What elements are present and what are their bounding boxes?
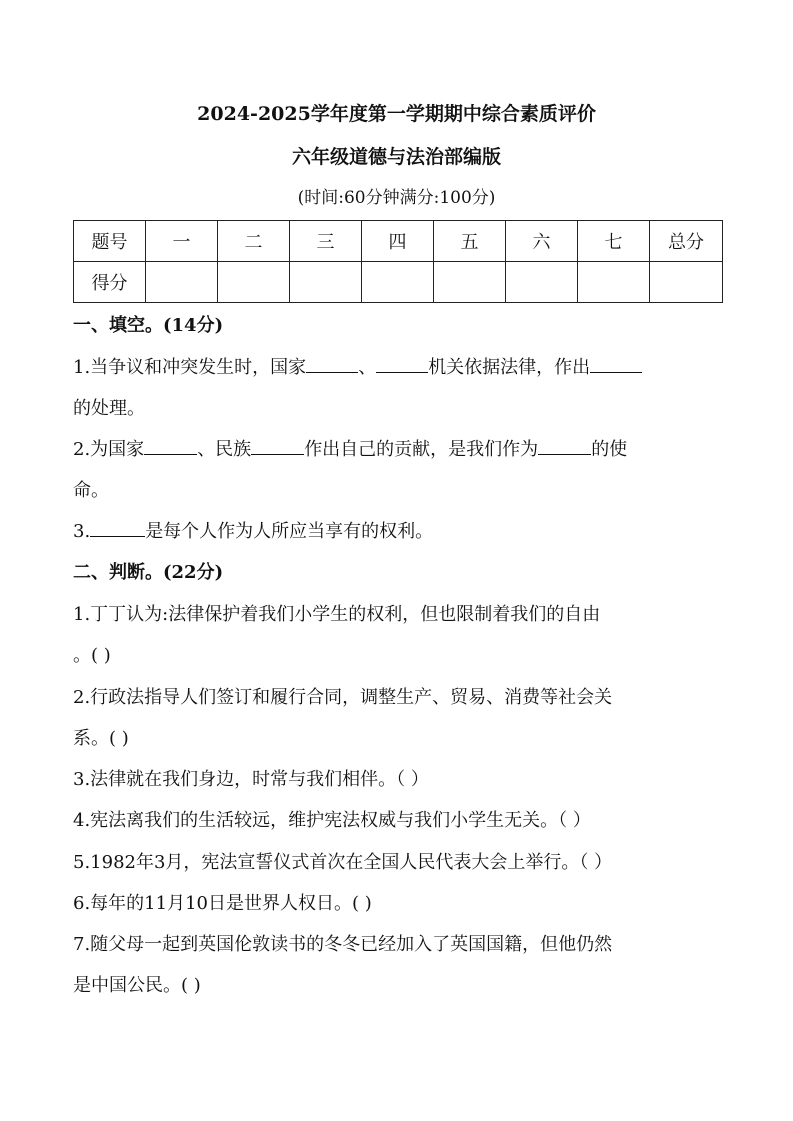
header-cell: 二 xyxy=(218,221,290,262)
answer-blank[interactable] xyxy=(538,436,591,455)
question-text: 是每个人作为人所应当享有的权利。 xyxy=(145,521,434,542)
score-cell[interactable] xyxy=(506,262,578,303)
judge-question-7: 7.随父母一起到英国伦敦读书的冬冬已经加入了英国国籍，但他仍然 xyxy=(73,934,613,955)
fill-question-1-cont: 的处理。 xyxy=(73,398,145,419)
question-text: 、 xyxy=(358,357,377,378)
score-table xyxy=(73,220,723,303)
score-cell[interactable] xyxy=(146,262,218,303)
exam-subtitle: 六年级道德与法治部编版 xyxy=(291,146,501,168)
header-cell: 七 xyxy=(578,221,650,262)
score-label-cell: 得分 xyxy=(74,262,146,303)
question-text: 、民族 xyxy=(197,439,252,460)
score-table-header-row xyxy=(74,221,723,262)
judge-question-3: 3.法律就在我们身边，时常与我们相伴。（ ） xyxy=(73,769,429,790)
header-cell: 一 xyxy=(146,221,218,262)
judge-question-7-cont: 是中国公民。( ) xyxy=(73,975,201,996)
answer-blank[interactable] xyxy=(590,354,642,373)
answer-blank[interactable] xyxy=(144,436,197,455)
judge-question-6: 6.每年的11月10日是世界人权日。( ) xyxy=(73,893,372,914)
header-cell: 三 xyxy=(290,221,362,262)
score-cell[interactable] xyxy=(218,262,290,303)
fill-question-2 xyxy=(73,435,725,461)
exam-title: 2024-2025学年度第一学期期中综合素质评价 xyxy=(197,103,596,125)
judge-question-1: 1.丁丁认为:法律保护着我们小学生的权利，但也限制着我们的自由 xyxy=(73,604,601,625)
answer-blank[interactable] xyxy=(306,354,358,373)
judge-question-4: 4.宪法离我们的生活较远，维护宪法权威与我们小学生无关。（ ） xyxy=(73,810,591,831)
score-cell[interactable] xyxy=(650,262,723,303)
answer-blank[interactable] xyxy=(90,518,145,537)
judge-question-5: 5.1982年3月，宪法宣誓仪式首次在全国人民代表大会上举行。（ ） xyxy=(73,852,613,873)
fill-question-3 xyxy=(73,517,725,543)
question-text: 机关依据法律，作出 xyxy=(428,357,591,378)
score-table-score-row xyxy=(74,262,723,303)
question-text: 2.为国家 xyxy=(73,439,145,460)
section-2-heading: 二、判断。(22分) xyxy=(73,562,224,583)
header-cell: 题号 xyxy=(74,221,146,262)
fill-question-1 xyxy=(73,353,725,379)
score-cell[interactable] xyxy=(290,262,362,303)
judge-question-2-cont: 系。( ) xyxy=(73,728,129,749)
fill-question-2-cont: 命。 xyxy=(73,480,109,501)
exam-info: (时间:60分钟满分:100分) xyxy=(297,188,496,208)
header-cell: 总分 xyxy=(650,221,723,262)
score-cell[interactable] xyxy=(578,262,650,303)
question-text: 1.当争议和冲突发生时，国家 xyxy=(73,357,307,378)
question-text: 作出自己的贡献，是我们作为 xyxy=(304,439,539,460)
judge-question-1-cont: 。( ) xyxy=(73,645,111,666)
answer-blank[interactable] xyxy=(251,436,304,455)
header-cell: 四 xyxy=(362,221,434,262)
header-cell: 五 xyxy=(434,221,506,262)
question-text: 3. xyxy=(73,521,91,542)
score-cell[interactable] xyxy=(434,262,506,303)
section-1-heading: 一、填空。(14分) xyxy=(73,315,224,336)
question-text: 的使 xyxy=(591,439,628,460)
score-cell[interactable] xyxy=(362,262,434,303)
header-cell: 六 xyxy=(506,221,578,262)
answer-blank[interactable] xyxy=(376,354,428,373)
judge-question-2: 2.行政法指导人们签订和履行合同，调整生产、贸易、消费等社会关 xyxy=(73,687,613,708)
